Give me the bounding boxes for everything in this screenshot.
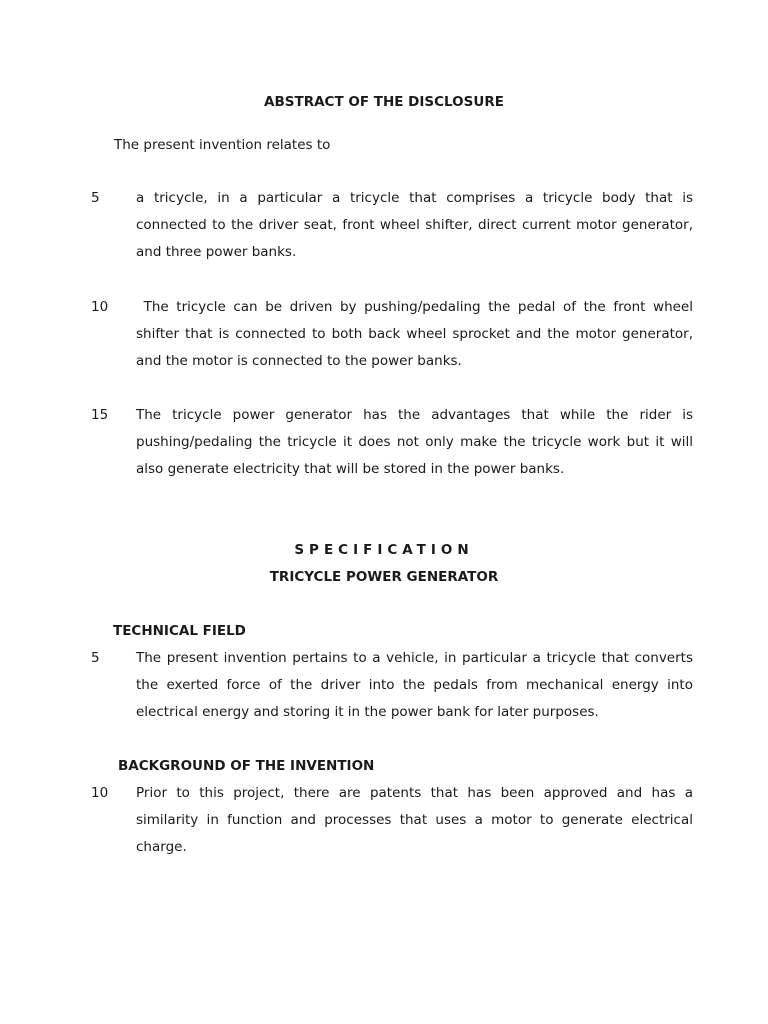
abstract-paragraph-2: The tricycle can be driven by pushing/pedaling the pedal of the front wheel shifter that is connected to both back wheel sprocket and the motor generator, and the motor is connected to the power banks. — [136, 299, 693, 369]
abstract-paragraph-1: a tricycle, in a particular a tricycle that comprises a tricycle body that is connected to the driver seat, front wheel shifter, direct current motor generator, and three power banks. — [136, 190, 693, 260]
line-number: 15 — [91, 407, 109, 423]
line-number: 5 — [91, 190, 100, 206]
specification-title: SPECIFICATION — [294, 542, 474, 558]
background-paragraph: Prior to this project, there are patents that has been approved and has a similarity in function and processes that uses a motor to generate electrical charge. — [136, 785, 693, 855]
line-number: 10 — [91, 785, 109, 801]
line-number: 5 — [91, 650, 100, 666]
background-heading: BACKGROUND OF THE INVENTION — [118, 758, 375, 774]
specification-subtitle: TRICYCLE POWER GENERATOR — [269, 569, 499, 585]
line-number: 10 — [91, 299, 109, 315]
technical-field-paragraph: The present invention pertains to a vehicle, in particular a tricycle that converts the exerted force of the driver into the pedals from mechanical energy into electrical energy and storing it in the power bank for later purposes. — [136, 650, 693, 720]
technical-field-heading: TECHNICAL FIELD — [113, 623, 246, 639]
abstract-intro: The present invention relates to — [114, 137, 331, 153]
abstract-title: ABSTRACT OF THE DISCLOSURE — [264, 94, 504, 110]
abstract-paragraph-3: The tricycle power generator has the advantages that while the rider is pushing/pedaling the tricycle it does not only make the tricycle work but it will also generate electricity that will be stored in the power banks. — [136, 407, 693, 477]
